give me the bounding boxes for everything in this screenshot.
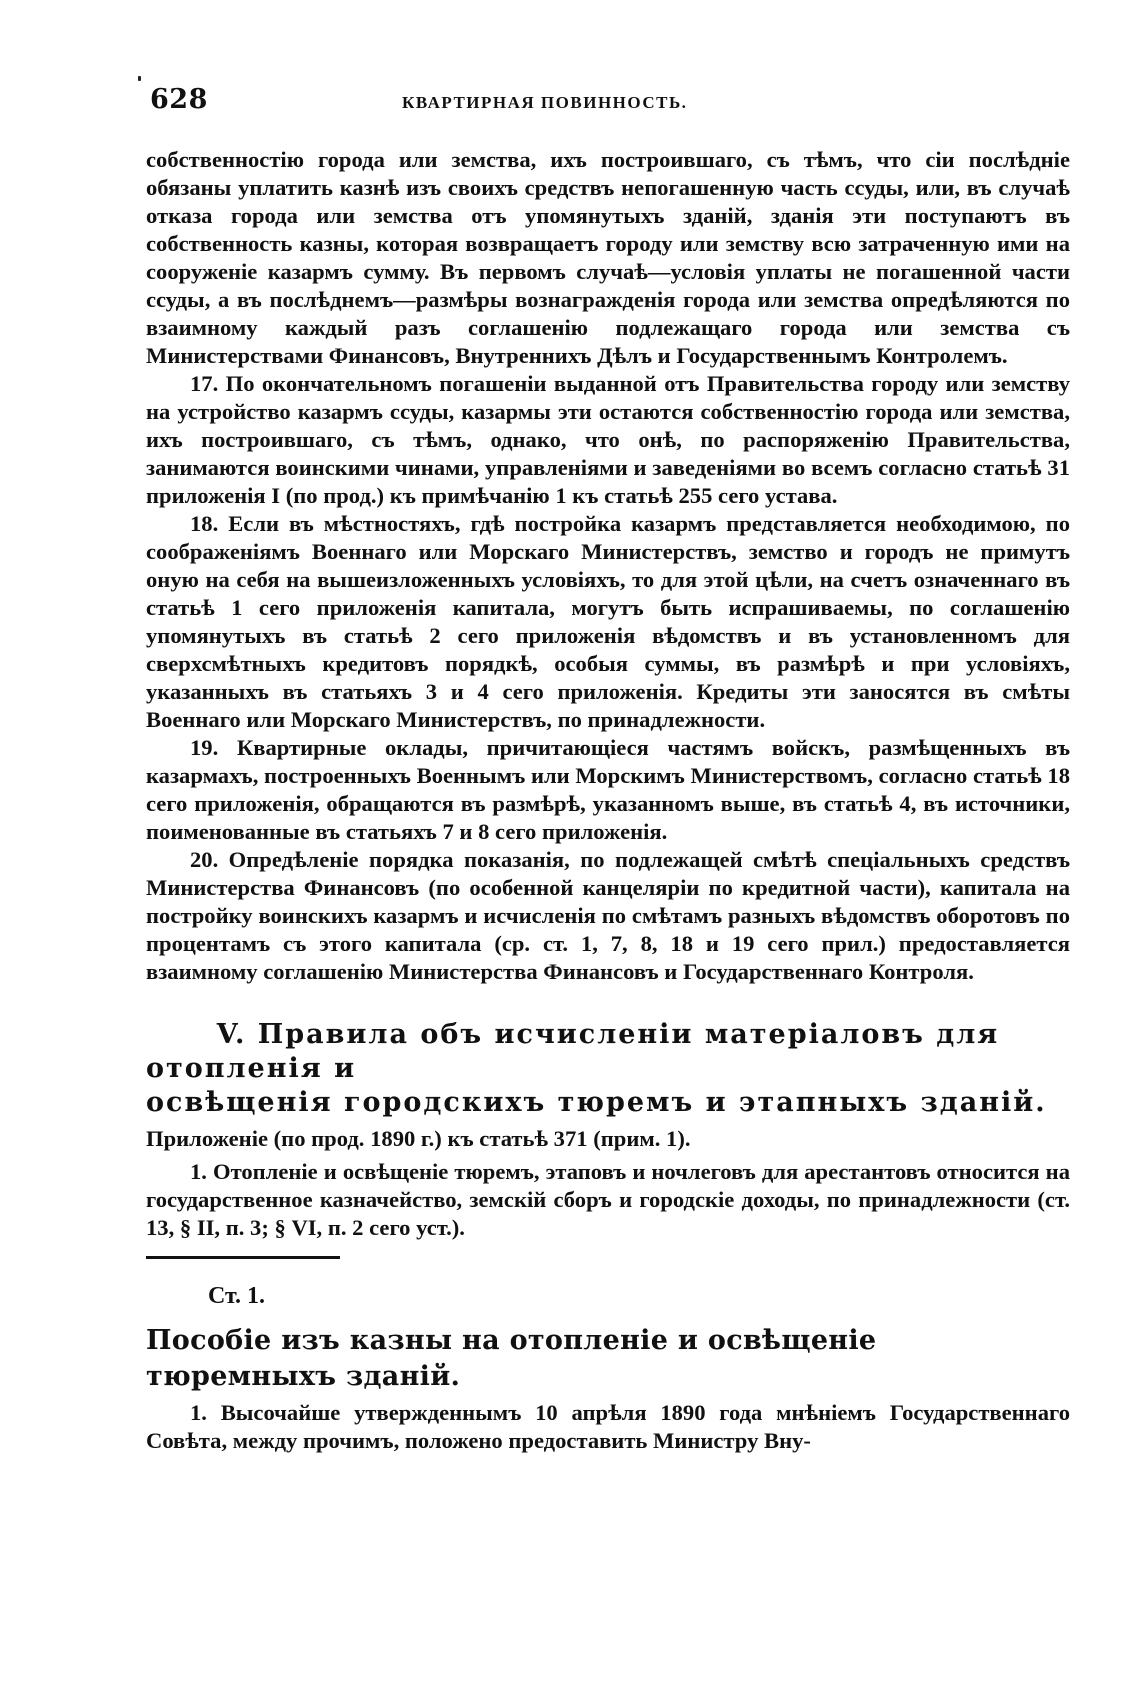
section-v-heading-line2: освѣщенія городскихъ тюремъ и этапныхъ зданій.	[146, 1087, 1047, 1118]
paragraph-18: 18. Если въ мѣстностяхъ, гдѣ постройка казармъ представляется необходимою, по соображеніямъ Военнаго или Морскаго Министерствъ, земство и городъ не примутъ оную на себя на вышеизложенныхъ условіяхъ, то для этой цѣли, на счетъ означеннаго въ статьѣ 1 сего приложенія капитала, могутъ быть испрашиваемы, по соглашенію упомянутыхъ въ статьѣ 2 сего приложенія вѣдомствъ и въ установленномъ для сверхсмѣтныхъ кредитовъ порядкѣ, особыя суммы, въ размѣрѣ и при условіяхъ, указанныхъ въ статьяхъ 3 и 4 сего приложенія. Кредиты эти заносятся въ смѣты Военнаго или Морскаго Министерствъ, по принадлежности.	[146, 511, 1070, 732]
paragraph-continuation: собственностію города или земства, ихъ построившаго, съ тѣмъ, что сіи послѣдніе обязаны уплатить казнѣ изъ своихъ средствъ непогашенную часть ссуды, или, въ случаѣ отказа города или земства отъ упомянутыхъ зданій, зданія эти поступаютъ въ собственность казны, которая возвращаетъ городу или земству всю затраченную ими на сооруженіе казармъ сумму. Въ первомъ случаѣ—условія уплаты не погашенной части ссуды, а въ послѣднемъ—размѣры вознагражденія города или земства опредѣляются по взаимному каждый разъ соглашенію подлежащаго города или земства съ Министерствами Финансовъ, Внутреннихъ Дѣлъ и Государственнымъ Контролемъ.	[146, 147, 1070, 368]
printer-mark	[138, 76, 141, 81]
section-v-heading	[146, 1018, 1070, 1120]
appendix-note: Приложеніе (по прод. 1890 г.) къ статьѣ 371 (прим. 1).	[146, 1126, 691, 1151]
page-header	[150, 84, 1070, 124]
separator-rule	[146, 1256, 340, 1259]
article-paragraph-1: 1. Высочайше утвержденнымъ 10 апрѣля 1890 года мнѣніемъ Государственнаго Совѣта, между прочимъ, положено предоставить Министру Вну-	[146, 1400, 1070, 1453]
section-v-paragraph-1: 1. Отопленіе и освѣщеніе тюремъ, этаповъ и ночлеговъ для арестантовъ относится на государственное казначейство, земскій сборъ и городскіе доходы, по принадлежности (ст. 13, § II, п. 3; § VI, п. 2 сего уст.).	[146, 1159, 1070, 1240]
paragraph-19: 19. Квартирные оклады, причитающіеся частямъ войскъ, размѣщенныхъ въ казармахъ, построенныхъ Военнымъ или Морскимъ Министерствомъ, согласно статьѣ 18 сего приложенія, обращаются въ размѣрѣ, указанномъ выше, въ статьѣ 4, въ источники, поименованные въ статьяхъ 7 и 8 сего приложенія.	[146, 735, 1070, 844]
paragraph-17: 17. По окончательномъ погашеніи выданной отъ Правительства городу или земству на устройство казармъ ссуды, казармы эти остаются собственностію города или земства, ихъ построившаго, съ тѣмъ, однако, что онѣ, по распоряженію Правительства, занимаются воинскими чинами, управленіями и заведеніями во всемъ согласно статьѣ 31 приложенія I (по прод.) къ примѣчанію 1 къ статьѣ 255 сего устава.	[146, 371, 1070, 508]
section-v-heading-line1: V. Правила объ исчисленіи матеріаловъ для отопленія и	[146, 1019, 1000, 1084]
article-number: Ст. 1.	[208, 1283, 265, 1309]
page-number: 628	[150, 84, 208, 115]
running-title: КВАРТИРНАЯ ПОВИННОСТЬ.	[402, 93, 688, 112]
paragraph-20: 20. Опредѣленіе порядка показанія, по подлежащей смѣтѣ спеціальныхъ средствъ Министерства Финансовъ (по особенной канцеляріи по кредитной части), капитала на постройку воинскихъ казармъ и исчисленія по смѣтамъ разныхъ вѣдомствъ оборотовъ по процентамъ съ этого капитала (ср. ст. 1, 7, 8, 18 и 19 сего прил.) предоставляется взаимному соглашенію Министерства Финансовъ и Государственнаго Контроля.	[146, 847, 1070, 984]
article-title: Пособіе изъ казны на отопленіе и освѣщеніе тюремныхъ зданій.	[146, 1325, 877, 1392]
body-text	[146, 146, 1070, 1455]
